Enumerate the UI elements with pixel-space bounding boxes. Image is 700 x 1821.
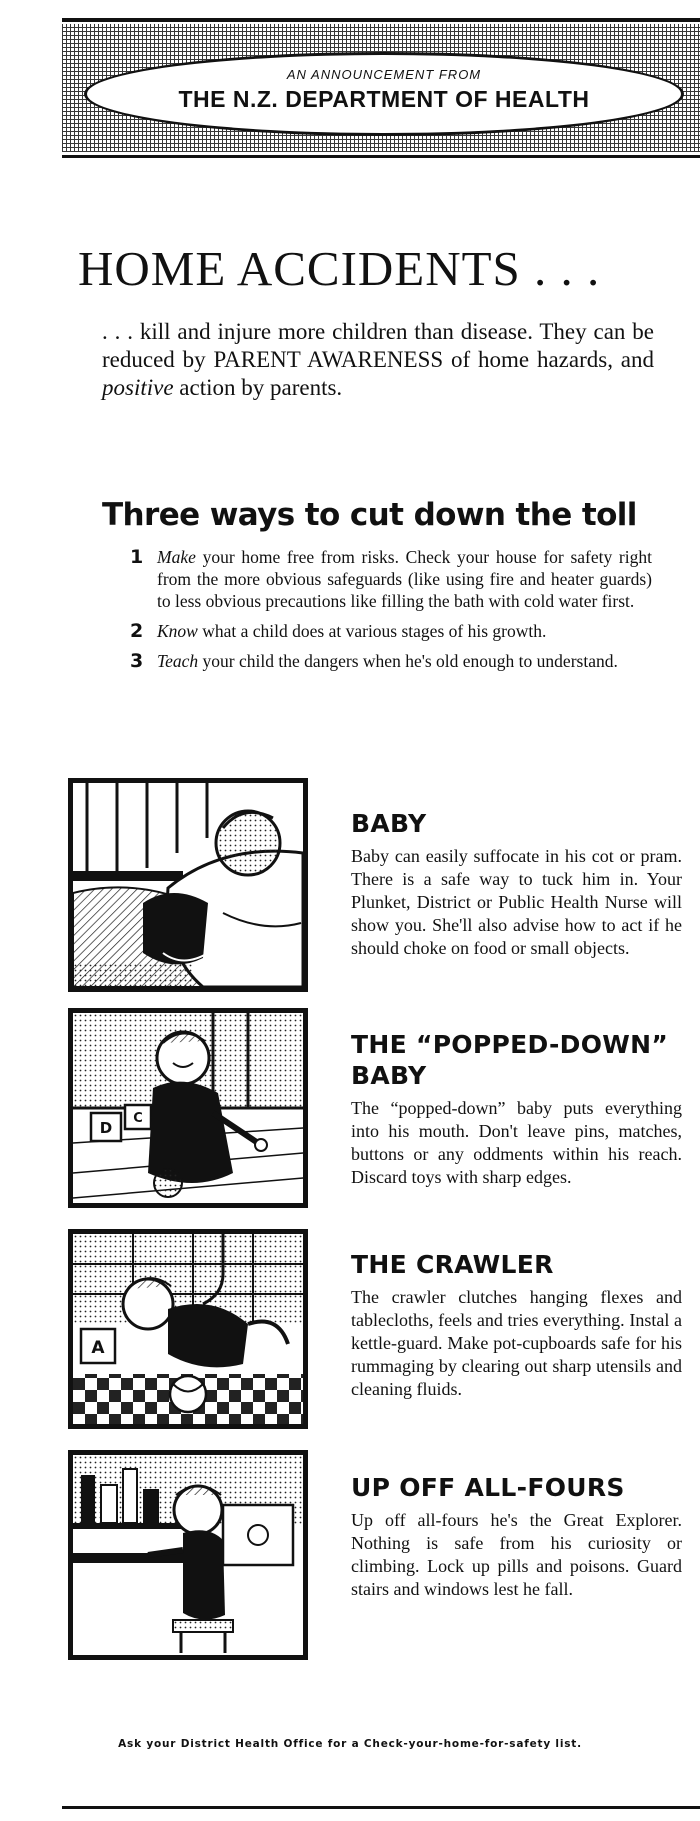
popped-down-baby-heading: THE “POPPED-DOWN” BABY [351, 1030, 669, 1090]
ways-item-number: 1 [130, 546, 144, 568]
popped-down-baby-drawing [73, 1013, 303, 1203]
headline: HOME ACCIDENTS . . . [78, 241, 601, 296]
up-off-all-fours-body: Up off all-fours he's the Great Explorer. Nothing is safe from his curiosity or climbing. Lock up pills and poisons. Guard stairs and windows lest he fall. [351, 1510, 682, 1599]
ways-item-number: 3 [130, 650, 144, 672]
toy-block-letter: D [99, 1119, 113, 1137]
intro-paragraph [102, 318, 654, 402]
masthead [62, 18, 700, 158]
masthead-bottom-rule [62, 155, 700, 158]
ways-item-number: 2 [130, 620, 144, 642]
ways-item-keyword: Know [157, 621, 198, 641]
footer-note: Ask your District Health Office for a Check-your-home-for-safety list. [118, 1738, 582, 1750]
masthead-subtitle: AN ANNOUNCEMENT FROM [286, 67, 482, 82]
crawler-body: The crawler clutches hanging flexes and tablecloths, feels and tries everything. Instal a kettle-guard. Make pot-cupboards safe for his rummaging by clearing out sharp utensils and cleaning fluids. [351, 1287, 682, 1399]
baby-section [351, 808, 682, 960]
ways-item-text: what a child does at various stages of his growth. [197, 621, 547, 641]
ways-item [130, 546, 652, 612]
ways-list [130, 546, 652, 680]
ways-item-keyword: Teach [157, 651, 199, 671]
crawler-section [351, 1249, 682, 1401]
intro-emphasis: positive [102, 375, 174, 400]
masthead-title: THE N.Z. DEPARTMENT OF HEALTH [178, 86, 590, 112]
crawler-illustration [68, 1229, 308, 1429]
ways-item [130, 620, 652, 642]
baby-heading: BABY [351, 809, 427, 838]
up-off-all-fours-illustration [68, 1450, 308, 1660]
crawler-heading: THE CRAWLER [351, 1250, 554, 1279]
popped-down-baby-section [351, 1029, 682, 1189]
ways-item-keyword: Make [157, 547, 196, 567]
baby-body: Baby can easily suffocate in his cot or pram. There is a safe way to tuck him in. Your Plunket, District or Public Health Nurse will show you. She'll also advise how to act if he should choke on food or small objects. [351, 846, 682, 958]
ways-title: Three ways to cut down the toll [102, 497, 637, 533]
intro-text-start: . . . kill and injure more children than disease. They can be reduced by PARENT AWARENESS of home hazards, and [102, 319, 654, 372]
toy-block-letter: A [91, 1338, 105, 1358]
ways-item-text: your home free from risks. Check your house for safety right from the more obvious safeguards (like using fire and heater guards) to less obvious precautions like filling the bath with cold water first. [157, 547, 652, 611]
up-off-all-fours-heading: UP OFF ALL-FOURS [351, 1473, 625, 1502]
masthead-oval [84, 52, 684, 136]
toddler-climbing-drawing [73, 1455, 303, 1655]
ways-item [130, 650, 652, 672]
baby-illustration [68, 778, 308, 992]
ways-item-text: your child the dangers when he's old enough to understand. [198, 651, 618, 671]
intro-text-end: action by parents. [173, 375, 343, 400]
popped-down-baby-body: The “popped-down” baby puts everything into his mouth. Don't leave pins, matches, buttons or any oddments within his reach. Discard toys with sharp edges. [351, 1098, 682, 1187]
crawler-drawing [73, 1234, 303, 1424]
toy-block-letter: C [133, 1111, 143, 1126]
baby-in-cot-illustration [73, 783, 303, 987]
bottom-rule [62, 1806, 700, 1809]
popped-down-baby-illustration [68, 1008, 308, 1208]
masthead-top-rule [62, 18, 700, 22]
up-off-all-fours-section [351, 1472, 682, 1601]
